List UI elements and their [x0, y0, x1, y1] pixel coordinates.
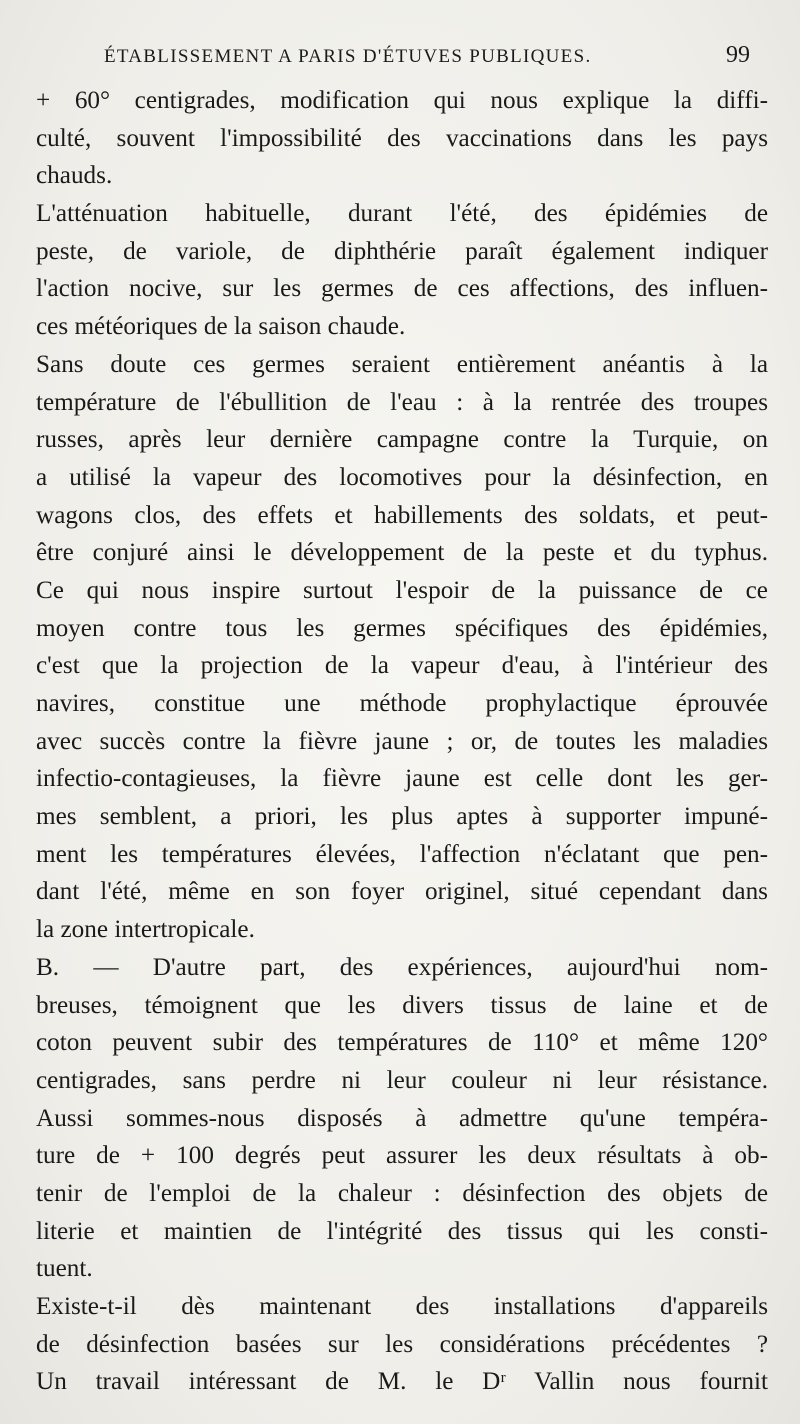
- text-line: température de l'ébullition de l'eau : à la rentrée des troupes: [36, 388, 768, 416]
- text-line: c'est que la projection de la vapeur d'eau, à l'intérieur des: [36, 652, 768, 680]
- text-line: être conjuré ainsi le développement de la peste et du typhus.: [36, 539, 768, 567]
- text-line: breuses, témoignent que les divers tissus de laine et de: [36, 991, 768, 1019]
- text-line: a utilisé la vapeur des locomotives pour la désinfection, en: [36, 463, 768, 491]
- text-line: de désinfection basées sur les considérations précédentes ?: [36, 1330, 768, 1358]
- text-line: moyen contre tous les germes spécifiques des épidémies,: [36, 614, 768, 642]
- text-line: chauds.: [36, 162, 113, 190]
- text-line: navires, constitue une méthode prophylactique éprouvée: [36, 690, 768, 717]
- text-line: ces météoriques de la saison chaude.: [36, 313, 406, 341]
- text-line: dant l'été, même en son foyer originel, situé cependant dans: [36, 878, 768, 906]
- text-line: coton peuvent subir des températures de 110° et même 120°: [36, 1029, 768, 1057]
- text-line: tuent.: [36, 1255, 93, 1283]
- text-line: B. — D'autre part, des expériences, aujourd'hui nom-: [36, 953, 768, 981]
- text-line: Ce qui nous inspire surtout l'espoir de la puissance de ce: [36, 576, 768, 604]
- text-line: Un travail intéressant de M. le Dʳ Vallin nous fournit: [36, 1368, 768, 1396]
- text-line: centigrades, sans perdre ni leur couleur ni leur résistance.: [36, 1066, 768, 1094]
- text-line: L'atténuation habituelle, durant l'été, des épidémies de: [36, 200, 768, 228]
- text-line: avec succès contre la fièvre jaune ; or, de toutes les maladies: [36, 727, 768, 755]
- text-line: Aussi sommes-nous disposés à admettre qu'une tempéra-: [36, 1104, 768, 1132]
- text-line: Sans doute ces germes seraient entièrement anéantis à la: [36, 350, 768, 378]
- text-line: ture de + 100 degrés peut assurer les deux résultats à ob-: [36, 1142, 768, 1170]
- text-line: ment les températures élevées, l'affection n'éclatant que pen-: [36, 840, 768, 868]
- text-line: culté, souvent l'impossibilité des vaccinations dans les pays: [36, 124, 768, 152]
- page-number: 99: [726, 42, 750, 68]
- text-line: mes semblent, a priori, les plus aptes à supporter impuné-: [36, 803, 768, 831]
- text-line: + 60° centigrades, modification qui nous explique la diffi-: [36, 87, 768, 114]
- running-head: ÉTABLISSEMENT A PARIS D'ÉTUVES PUBLIQUES.: [104, 46, 592, 67]
- text-line: l'action nocive, sur les germes de ces affections, des influen-: [36, 275, 768, 303]
- page-header: [104, 40, 754, 76]
- text-line: tenir de l'emploi de la chaleur : désinfection des objets de: [36, 1179, 768, 1207]
- body-text: [36, 82, 768, 1401]
- text-line: infectio-contagieuses, la fièvre jaune est celle dont les ger-: [36, 765, 768, 793]
- text-line: peste, de variole, de diphthérie paraît également indiquer: [36, 237, 768, 265]
- text-line: Existe-t-il dès maintenant des installations d'appareils: [36, 1293, 768, 1320]
- text-line: la zone intertropicale.: [36, 916, 255, 944]
- text-line: russes, après leur dernière campagne contre la Turquie, on: [36, 426, 768, 454]
- text-line: wagons clos, des effets et habillements des soldats, et peut-: [36, 501, 768, 529]
- text-line: literie et maintien de l'intégrité des tissus qui les consti-: [36, 1217, 768, 1245]
